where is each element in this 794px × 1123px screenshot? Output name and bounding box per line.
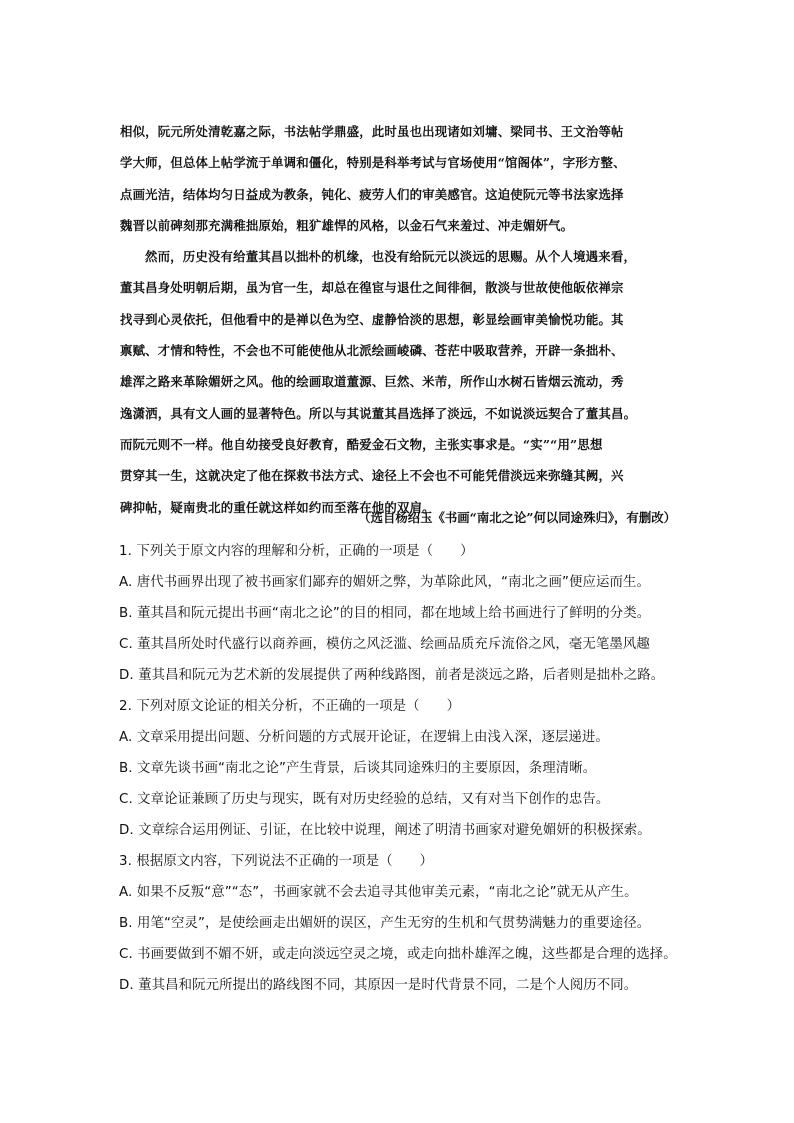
passage-line: 学大师，但总体上帖学流于单调和僵化，特别是科举考试与官场使用“馆阁体”，字形方整、 bbox=[120, 155, 626, 171]
passage-line: 逸潇洒，具有文人画的显著特色。所以与其说董其昌选择了淡远，不如说淡远契合了董其昌。 bbox=[120, 405, 637, 421]
option-d: D. 董其昌和阮元所提出的路线图不同，其原因一是时代背景不同，二是个人阅历不同。 bbox=[119, 978, 638, 993]
passage-line: 禀赋、才情和特性，不会也不可能使他从北派绘画崚磷、苍茫中吸取营养，开辟一条拙朴、 bbox=[120, 343, 624, 359]
question-list bbox=[119, 536, 679, 1001]
question-stem: 3. 根据原文内容，下列说法不正确的一项是（ ） bbox=[119, 854, 434, 869]
option-b: B. 董其昌和阮元提出书画“南北之论”的目的相同，都在地域上给书画进行了鲜明的分类。 bbox=[119, 606, 651, 621]
passage-line: 贯穿其一生，这就决定了他在探救书法方式、途径上不会也不可能凭借淡远来弥缝其阙，兴 bbox=[120, 468, 624, 484]
passage-line: 找寻到心灵依托，但他看中的是禅以色为空、虚静恰淡的思想，彰显绘画审美愉悦功能。其 bbox=[120, 311, 624, 327]
option-b: B. 用笔“空灵”，是使绘画走出媚妍的误区，产生无穷的生机和气贯势满魅力的重要途径。 bbox=[119, 916, 651, 931]
passage-line: 点画光洁，结体均匀日益成为教条，钝化、疲劳人们的审美感官。这迫使阮元等书法家选择 bbox=[120, 186, 624, 202]
passage-line: 而阮元则不一样。他自幼接受良好教育，酷爱金石文物，主张实事求是。“实”“用”思想 bbox=[120, 436, 603, 452]
passage-line: 雄浑之路来革除媚妍之风。他的绘画取道董源、巨然、米芾，所作山水树石皆烟云流动，秀 bbox=[120, 374, 624, 390]
question-stem: 1. 下列关于原文内容的理解和分析，正确的一项是（ ） bbox=[119, 544, 474, 559]
question-stem: 2. 下列对原文论证的相关分析，不正确的一项是（ ） bbox=[119, 699, 461, 714]
option-a: A. 唐代书画界出现了被书画家们鄙弃的媚妍之弊，为革除此风，“南北之画”便应运而生。 bbox=[119, 575, 650, 590]
passage-source: （选自杨绍玉《书画“南北之论”何以同途殊归》，有删改） bbox=[358, 510, 676, 525]
option-a: A. 文章采用提出问题、分析问题的方式展开论证，在逻辑上由浅入深，逐层递进。 bbox=[119, 730, 609, 745]
option-d: D. 文章综合运用例证、引证，在比较中说理，阐述了明清书画家对避免媚妍的积极探索。 bbox=[119, 823, 651, 838]
option-c: C. 书画要做到不媚不妍，或走向淡远空灵之境，或走向拙朴雄浑之魄，这些都是合理的选择。 bbox=[119, 947, 677, 962]
reading-passage bbox=[120, 116, 676, 523]
question-2 bbox=[119, 691, 679, 846]
question-3 bbox=[119, 846, 679, 1001]
option-c: C. 董其昌所处时代盛行以商养画，模仿之风泛滥、绘画品质充斥流俗之风，毫无笔墨风趣 bbox=[119, 637, 650, 652]
passage-line: 碑抑帖，疑南贵北的重任就这样如约而至落在他的双肩。 bbox=[120, 499, 435, 515]
passage-line: 然而，历史没有给董其昌以拙朴的机缘，也没有给阮元以淡远的思赐。从个人境遇来看， bbox=[145, 249, 637, 265]
passage-line: 相似，阮元所处清乾嘉之际，书法帖学鼎盛，此时虽也出现诸如刘墉、梁同书、王文治等帖 bbox=[120, 124, 624, 139]
passage-line: 董其昌身处明朝后期，虽为官一生，却总在徨宦与退仕之间徘徊，散淡与世故使他皈依禅宗 bbox=[120, 280, 624, 296]
option-a: A. 如果不反叛“意”“态”，书画家就不会去追寻其他审美元素，“南北之论”就无从产生。 bbox=[119, 885, 638, 900]
question-1 bbox=[119, 536, 679, 691]
option-d: D. 董其昌和阮元为艺术新的发展提供了两种线路图，前者是淡远之路，后者则是拙朴之路。 bbox=[119, 668, 665, 683]
passage-line: 魏晋以前碑刻那充满稚拙原始，粗犷雄悍的风格，以金石气来羞过、冲走媚妍气。 bbox=[120, 217, 574, 233]
passage-paragraph bbox=[120, 241, 676, 523]
option-b: B. 文章先谈书画“南北之论”产生背景，后谈其同途殊归的主要原因，条理清晰。 bbox=[119, 761, 597, 776]
passage-paragraph bbox=[120, 116, 676, 241]
option-c: C. 文章论证兼顾了历史与现实，既有对历史经验的总结，又有对当下创作的忠告。 bbox=[119, 792, 610, 807]
